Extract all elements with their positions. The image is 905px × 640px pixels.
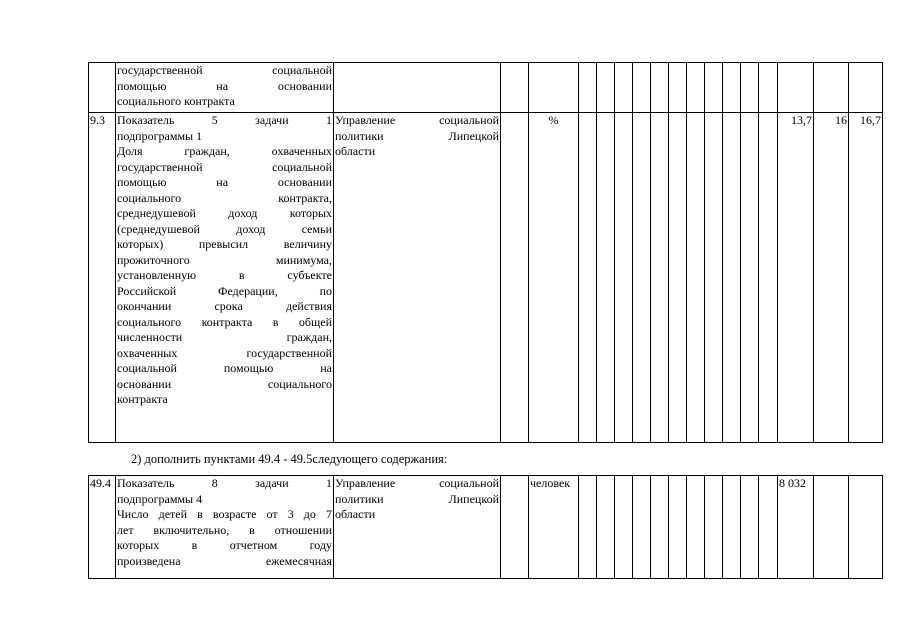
executor-cell xyxy=(334,113,501,443)
description-line: прожиточного минимума, xyxy=(117,252,332,267)
executor-line: области xyxy=(335,507,376,521)
executor-line: области xyxy=(335,144,376,158)
description-line: (среднедушевой доход семьи xyxy=(117,221,332,236)
value-cell: 8 032 xyxy=(778,476,814,579)
executor-line: политики Липецкой xyxy=(335,491,499,506)
indicators-table-top xyxy=(88,62,883,443)
amendment-intro-text: 2) дополнить пунктами 49.4 - 49.5следующего содержания: xyxy=(131,452,448,466)
description-line: социального контракта в общей xyxy=(117,314,332,329)
empty-cell xyxy=(741,113,759,443)
description-line: государственной социальной xyxy=(117,63,332,77)
value-cell: 13,7 xyxy=(778,113,814,443)
empty-cell xyxy=(759,113,778,443)
description-line: Российской Федерации, по xyxy=(117,283,332,298)
empty-cell xyxy=(687,113,705,443)
description-line: охваченных государственной xyxy=(117,345,332,360)
description-line: Доля граждан, охваченных xyxy=(117,144,332,158)
empty-cell xyxy=(669,63,687,113)
empty-cell xyxy=(687,63,705,113)
empty-cell xyxy=(723,476,741,579)
empty-cell xyxy=(597,476,615,579)
empty-cell xyxy=(579,476,597,579)
empty-cell xyxy=(615,63,633,113)
executor-cell xyxy=(334,476,501,579)
table-row-9-3 xyxy=(89,113,883,443)
empty-cell xyxy=(579,63,597,113)
empty-cell xyxy=(849,476,883,579)
description-line: социального контракта, xyxy=(117,190,332,205)
empty-cell xyxy=(633,63,651,113)
indicator-description-cell xyxy=(116,476,334,579)
empty-cell xyxy=(615,476,633,579)
description-line: подпрограммы 4 xyxy=(117,491,203,506)
description-line: окончании срока действия xyxy=(117,299,332,313)
empty-cell xyxy=(633,113,651,443)
description-line: государственной социальной xyxy=(117,159,332,174)
empty-cell xyxy=(814,63,849,113)
empty-cell xyxy=(615,113,633,443)
row-number-cell: 9.3 xyxy=(89,113,116,443)
empty-cell xyxy=(501,476,529,579)
description-line: контракта xyxy=(117,392,168,406)
empty-cell xyxy=(741,476,759,579)
empty-cell xyxy=(579,113,597,443)
empty-cell xyxy=(651,63,669,113)
value-cell: 16 xyxy=(814,113,849,443)
row-number-cell xyxy=(89,63,116,113)
executor-cell xyxy=(334,63,501,113)
empty-cell xyxy=(651,476,669,579)
empty-cell xyxy=(849,63,883,113)
empty-cell xyxy=(501,63,529,113)
description-line: основании социального xyxy=(117,376,332,391)
description-line: Показатель 8 задачи 1 xyxy=(117,476,332,490)
unit-cell: % xyxy=(529,113,579,443)
empty-cell xyxy=(501,113,529,443)
indicator-description-cell xyxy=(116,63,334,113)
description-line: которых в отчетном году xyxy=(117,538,332,552)
empty-cell xyxy=(759,476,778,579)
empty-cell xyxy=(705,63,723,113)
empty-cell xyxy=(723,63,741,113)
description-line: Число детей в возрасте от 3 до 7 xyxy=(117,507,332,521)
description-line: социальной помощью на xyxy=(117,361,332,375)
description-line: среднедушевой доход которых xyxy=(117,206,332,220)
executor-line: Управление социальной xyxy=(335,113,499,127)
description-line: численности граждан, xyxy=(117,330,332,344)
empty-cell xyxy=(814,476,849,579)
empty-cell xyxy=(669,113,687,443)
table-row-49-4 xyxy=(89,476,883,579)
empty-cell xyxy=(687,476,705,579)
row-number-cell: 49.4 xyxy=(89,476,116,579)
indicator-description-cell xyxy=(116,113,334,443)
description-line: Показатель 5 задачи 1 xyxy=(117,113,332,127)
description-line: социального контракта xyxy=(117,94,235,108)
indicators-table-bottom xyxy=(88,475,883,579)
unit-cell: человек xyxy=(529,476,579,579)
unit-cell xyxy=(529,63,579,113)
executor-line: Управление социальной xyxy=(335,476,499,490)
executor-line: политики Липецкой xyxy=(335,128,499,143)
empty-cell xyxy=(597,113,615,443)
empty-cell xyxy=(759,63,778,113)
table-row-continued xyxy=(89,63,883,113)
empty-cell xyxy=(651,113,669,443)
empty-cell xyxy=(723,113,741,443)
value-cell: 16,7 xyxy=(849,113,883,443)
description-line: установленную в субъекте xyxy=(117,268,332,282)
empty-cell xyxy=(633,476,651,579)
description-line: лет включительно, в отношении xyxy=(117,522,332,537)
description-line: помощью на основании xyxy=(117,175,332,189)
description-line: которых) превысил величину xyxy=(117,237,332,251)
description-line: подпрограммы 1 xyxy=(117,128,203,143)
empty-cell xyxy=(597,63,615,113)
description-line: произведена ежемесячная xyxy=(117,553,332,568)
empty-cell xyxy=(669,476,687,579)
empty-cell xyxy=(705,476,723,579)
empty-cell xyxy=(705,113,723,443)
empty-cell xyxy=(741,63,759,113)
description-line: помощью на основании xyxy=(117,78,332,93)
empty-cell xyxy=(778,63,814,113)
